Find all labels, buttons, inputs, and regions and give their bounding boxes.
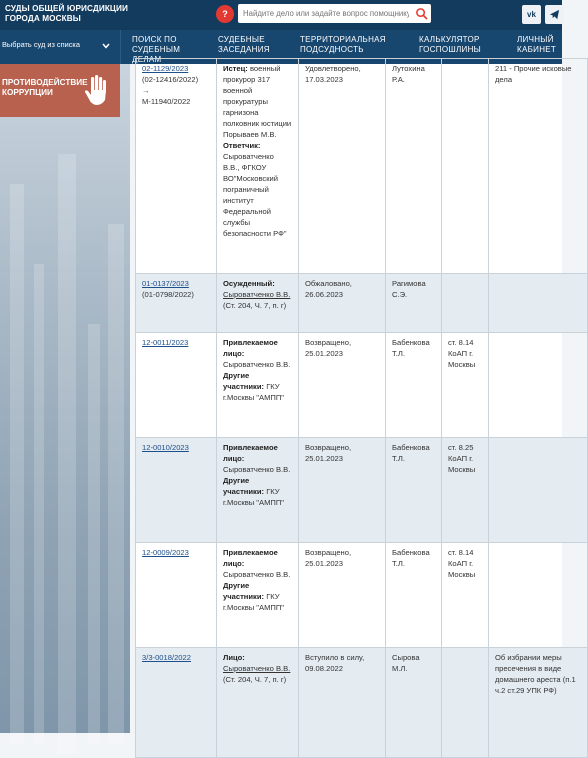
case-material-number: М-11940/2022: [142, 97, 191, 106]
case-article: [442, 648, 489, 758]
nav-personal-account[interactable]: [517, 35, 556, 55]
party-label: Другие участники:: [223, 371, 265, 391]
site-title-line2: ГОРОДА МОСКВЫ: [5, 14, 81, 23]
case-number-link[interactable]: 12-0009/2023: [142, 548, 189, 557]
nav-label: ПОДСУДНОСТЬ: [300, 45, 364, 54]
anticorruption-label: ПРОТИВОДЕЙСТВИЕ: [2, 78, 88, 87]
nav-label: ЗАСЕДАНИЯ: [218, 45, 270, 54]
case-judge: Бабенкова Т.Л.: [386, 543, 442, 648]
nav-label: СУДЕБНЫМ: [132, 45, 181, 54]
help-button[interactable]: ?: [216, 5, 234, 23]
case-status: Возвращено, 25.01.2023: [299, 333, 386, 438]
party-label: Осужденный:: [223, 279, 275, 288]
table-row: [136, 59, 588, 274]
nav-label: КАБИНЕТ: [517, 45, 557, 54]
top-header: [0, 0, 562, 30]
nav-court-sessions[interactable]: [218, 35, 270, 55]
party-text: ГКУ г.Москвы "АМПП": [223, 592, 285, 612]
nav-label: КАЛЬКУЛЯТОР: [419, 35, 480, 44]
party-label: Привлекаемое лицо:: [223, 443, 278, 463]
vk-icon[interactable]: vk: [522, 5, 541, 24]
case-article: [442, 59, 489, 274]
party-label: Лицо:: [223, 653, 245, 662]
case-category: [489, 438, 588, 543]
nav-label: ТЕРРИТОРИАЛЬНАЯ: [300, 35, 386, 44]
nav-label: ГОСПОШЛИНЫ: [419, 45, 482, 54]
party-text: Сыроватченко В.В.: [223, 465, 291, 474]
city-background-image: [0, 64, 130, 733]
party-label: Другие участники:: [223, 581, 265, 601]
case-prev-number: (02-12416/2022): [142, 75, 199, 84]
party-label: Привлекаемое лицо:: [223, 338, 278, 358]
nav-label: ЛИЧНЫЙ: [517, 35, 554, 44]
case-prev-number: (01-0798/2022): [142, 290, 194, 299]
site-title-line1: СУДЫ ОБЩЕЙ ЮРИСДИКЦИИ: [5, 4, 128, 13]
case-article: ст. 8.14 КоАП г. Москвы: [442, 543, 489, 648]
case-number-link[interactable]: 12-0011/2023: [142, 338, 189, 347]
table-row: [136, 333, 588, 438]
chevron-down-icon: [102, 42, 110, 50]
party-text: Сыроватченко В.В.: [223, 360, 291, 369]
search-box[interactable]: [238, 4, 431, 23]
party-text: ГКУ г.Москвы "АМПП": [223, 487, 285, 507]
party-label: Ответчик:: [223, 141, 261, 150]
nav-label: СУДЕБНЫЕ: [218, 35, 265, 44]
case-category: [489, 543, 588, 648]
search-input[interactable]: [243, 6, 409, 21]
table-row: [136, 438, 588, 543]
case-status: Удовлетворено, 17.03.2023: [299, 59, 386, 274]
party-name-link[interactable]: Сыроватченко В.В.: [223, 664, 291, 673]
case-article: ст. 8.25 КоАП г. Москвы: [442, 438, 489, 543]
party-text: Сыроватченко В.В., ФГКОУ ВО"Московский пограничный институт Федеральной службы безопасности РФ": [223, 152, 287, 238]
table-row: [136, 543, 588, 648]
case-category: Об избрании меры пресечения в виде домашнего ареста (п.1 ч.2 ст.29 УПК РФ): [489, 648, 588, 758]
search-icon[interactable]: [415, 7, 428, 20]
table-row: [136, 648, 588, 758]
hand-icon: [83, 74, 109, 106]
nav-label: ПОИСК ПО: [132, 35, 177, 44]
case-status: Вступило в силу, 09.08.2022: [299, 648, 386, 758]
case-status: Возвращено, 25.01.2023: [299, 543, 386, 648]
site-title[interactable]: [5, 4, 145, 24]
case-judge: Рагимова С.Э.: [386, 274, 442, 333]
telegram-icon[interactable]: [545, 5, 564, 24]
party-text: Сыроватченко В.В.: [223, 570, 291, 579]
party-label: Привлекаемое лицо:: [223, 548, 278, 568]
party-text: военный прокурор 317 военной прокуратуры гарнизона полковник юстиции Порываев М.В.: [223, 64, 292, 139]
party-label: Истец:: [223, 64, 248, 73]
case-status: Возвращено, 25.01.2023: [299, 438, 386, 543]
party-text: (Ст. 204, Ч. 7, п. г): [223, 675, 287, 684]
nav-jurisdiction[interactable]: [300, 35, 386, 55]
anticorruption-banner[interactable]: [0, 64, 120, 117]
case-category: [489, 333, 588, 438]
case-judge: Бабенкова Т.Л.: [386, 438, 442, 543]
nav-fee-calculator[interactable]: [419, 35, 481, 55]
case-category: 211 - Прочие исковые дела: [489, 59, 588, 274]
case-number-link[interactable]: 3/3-0018/2022: [142, 653, 191, 662]
party-name-link[interactable]: Сыроватченко В.В.: [223, 290, 291, 299]
case-article: ст. 8.14 КоАП г. Москвы: [442, 333, 489, 438]
case-article: [442, 274, 489, 333]
case-judge: Бабенкова Т.Л.: [386, 333, 442, 438]
table-row: [136, 274, 588, 333]
court-select-label: Выбрать суд из списка: [2, 40, 80, 49]
nav-label: ДЕЛАМ: [132, 55, 162, 64]
party-label: Другие участники:: [223, 476, 265, 496]
party-text: (Ст. 204, Ч. 7, п. г): [223, 301, 287, 310]
results-table: [135, 64, 576, 733]
case-category: [489, 274, 588, 333]
arrow-icon: →: [142, 86, 150, 95]
case-number-link[interactable]: 02-1129/2023: [142, 64, 189, 73]
case-number-link[interactable]: 12-0010/2023: [142, 443, 189, 452]
case-number-link[interactable]: 01-0137/2023: [142, 279, 189, 288]
party-text: ГКУ г.Москвы "АМПП": [223, 382, 285, 402]
case-status: Обжаловано, 26.06.2023: [299, 274, 386, 333]
case-judge: Сырова М.Л.: [386, 648, 442, 758]
anticorruption-label: КОРРУПЦИИ: [2, 88, 53, 97]
court-select-dropdown[interactable]: [0, 30, 121, 64]
case-judge: Лутохина Р.А.: [386, 59, 442, 274]
